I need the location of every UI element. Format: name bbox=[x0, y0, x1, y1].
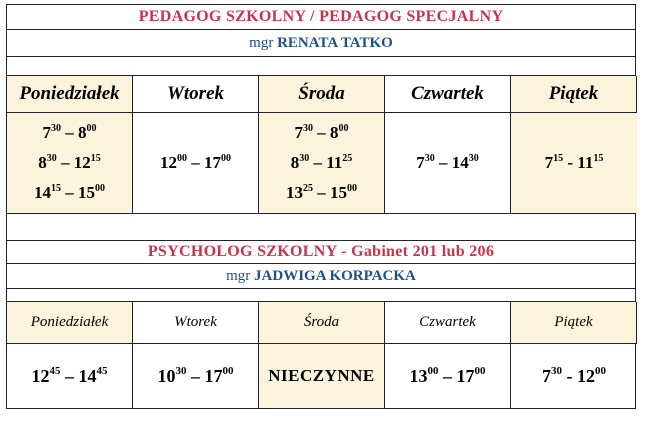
s2-day-fri: Piątek bbox=[511, 302, 637, 344]
separator: – bbox=[438, 365, 457, 386]
s1-day-fri: Piątek bbox=[511, 76, 637, 113]
s1-day-wed: Środa bbox=[259, 76, 385, 113]
section1-title: PEDAGOG SZKOLNY / PEDAGOG SPECJALNY bbox=[138, 8, 504, 25]
s2-day-tue: Wtorek bbox=[133, 302, 259, 344]
section2-spacer bbox=[6, 288, 636, 302]
s1-day-tue: Wtorek bbox=[133, 76, 259, 113]
section1-name: RENATA TATKO bbox=[277, 34, 393, 51]
start-hour: 10 bbox=[157, 365, 176, 386]
s1-hours-fri bbox=[511, 113, 637, 213]
start-minutes: 15 bbox=[51, 183, 61, 194]
section1-person bbox=[249, 35, 393, 52]
time-slot bbox=[291, 148, 353, 178]
section2-name: JADWIGA KORPACKA bbox=[254, 267, 416, 284]
end-hour: 8 bbox=[330, 123, 339, 142]
separator: – bbox=[313, 183, 330, 202]
separator: – bbox=[313, 123, 330, 142]
end-minutes: 00 bbox=[86, 123, 97, 134]
section2-title: PSYCHOLOG SZKOLNY - Gabinet 201 lub 206 bbox=[147, 243, 495, 260]
section2-name-prefix: mgr bbox=[226, 267, 251, 284]
separator: - bbox=[562, 365, 577, 386]
time-slot bbox=[160, 148, 231, 178]
time-slot bbox=[158, 366, 234, 387]
start-minutes: 30 bbox=[299, 153, 310, 164]
time-slot bbox=[295, 118, 349, 148]
section2-name-row bbox=[6, 263, 636, 289]
start-minutes: 25 bbox=[303, 183, 313, 194]
start-minutes: 30 bbox=[51, 123, 61, 134]
start-hour: 7 bbox=[416, 153, 425, 172]
s2-hours-tue bbox=[133, 344, 259, 408]
separator: – bbox=[56, 153, 74, 172]
start-minutes: 00 bbox=[427, 364, 439, 377]
start-hour: 14 bbox=[34, 183, 51, 202]
section1-spacer bbox=[6, 56, 636, 76]
start-minutes: 15 bbox=[553, 153, 564, 164]
end-minutes: 00 bbox=[347, 183, 357, 194]
s1-hours-wed bbox=[259, 113, 385, 213]
start-minutes: 30 bbox=[46, 153, 57, 164]
end-hour: 12 bbox=[577, 365, 595, 386]
end-minutes: 00 bbox=[222, 364, 234, 377]
start-hour: 7 bbox=[542, 365, 551, 386]
time-slot bbox=[32, 366, 108, 387]
end-hour: 15 bbox=[78, 183, 95, 202]
end-minutes: 00 bbox=[221, 153, 231, 164]
time-slot bbox=[286, 178, 357, 208]
time-slot bbox=[43, 118, 97, 148]
s2-closed-label: NIECZYNNE bbox=[268, 366, 375, 385]
end-hour: 8 bbox=[78, 123, 87, 142]
end-minutes: 00 bbox=[595, 364, 606, 377]
start-minutes: 30 bbox=[551, 364, 562, 377]
time-slot bbox=[34, 178, 105, 208]
s2-hours-wed bbox=[259, 344, 385, 408]
separator: – bbox=[61, 123, 78, 142]
end-hour: 17 bbox=[456, 365, 475, 386]
end-minutes: 45 bbox=[96, 364, 108, 377]
s2-day-mon: Poniedziałek bbox=[7, 302, 133, 344]
s2-day-wed: Środa bbox=[259, 302, 385, 344]
start-hour: 12 bbox=[160, 153, 177, 172]
end-hour: 14 bbox=[451, 153, 469, 172]
section1-title-row bbox=[6, 4, 636, 30]
end-hour: 11 bbox=[577, 153, 594, 172]
section1-name-row bbox=[6, 29, 636, 57]
end-minutes: 30 bbox=[468, 153, 479, 164]
s1-hours-tue bbox=[133, 113, 259, 213]
start-minutes: 45 bbox=[49, 364, 61, 377]
start-hour: 7 bbox=[544, 153, 554, 172]
start-hour: 8 bbox=[290, 153, 300, 172]
start-hour: 8 bbox=[38, 153, 47, 172]
separator: – bbox=[60, 365, 79, 386]
s2-day-thu: Czwartek bbox=[385, 302, 511, 344]
end-minutes: 00 bbox=[474, 364, 486, 377]
section2-table bbox=[6, 301, 636, 409]
section2-person bbox=[226, 268, 416, 285]
time-slot bbox=[545, 148, 604, 178]
time-slot bbox=[416, 148, 479, 178]
separator: – bbox=[61, 183, 78, 202]
section1-name-prefix: mgr bbox=[249, 34, 274, 51]
start-hour: 13 bbox=[286, 183, 303, 202]
time-slot bbox=[542, 366, 606, 387]
start-hour: 7 bbox=[294, 123, 303, 142]
section1-table bbox=[6, 75, 636, 214]
start-hour: 7 bbox=[42, 123, 51, 142]
schedule-sheet bbox=[6, 4, 636, 409]
end-hour: 11 bbox=[326, 153, 343, 172]
end-minutes: 25 bbox=[342, 153, 353, 164]
start-hour: 13 bbox=[409, 365, 428, 386]
separator: – bbox=[186, 365, 205, 386]
s1-day-thu: Czwartek bbox=[385, 76, 511, 113]
s1-hours-thu bbox=[385, 113, 511, 213]
time-slot bbox=[38, 148, 101, 178]
section-separator bbox=[6, 213, 636, 241]
end-minutes: 15 bbox=[593, 153, 604, 164]
end-minutes: 15 bbox=[90, 153, 101, 164]
separator: – bbox=[309, 153, 327, 172]
s1-hours-mon bbox=[7, 113, 133, 213]
s2-hours-fri bbox=[511, 344, 637, 408]
end-hour: 14 bbox=[78, 365, 97, 386]
start-hour: 12 bbox=[31, 365, 50, 386]
start-minutes: 30 bbox=[303, 123, 313, 134]
separator: – bbox=[434, 153, 452, 172]
separator: – bbox=[187, 153, 204, 172]
section2-title-row bbox=[6, 240, 636, 264]
start-minutes: 30 bbox=[424, 153, 435, 164]
s2-hours-mon bbox=[7, 344, 133, 408]
s2-hours-thu bbox=[385, 344, 511, 408]
start-minutes: 00 bbox=[177, 153, 187, 164]
start-minutes: 30 bbox=[175, 364, 187, 377]
end-minutes: 00 bbox=[95, 183, 105, 194]
separator: - bbox=[563, 153, 578, 172]
end-hour: 15 bbox=[330, 183, 347, 202]
end-minutes: 00 bbox=[338, 123, 349, 134]
end-hour: 17 bbox=[204, 365, 223, 386]
s1-day-mon: Poniedziałek bbox=[7, 76, 133, 113]
end-hour: 17 bbox=[204, 153, 221, 172]
time-slot bbox=[410, 366, 486, 387]
end-hour: 12 bbox=[73, 153, 91, 172]
